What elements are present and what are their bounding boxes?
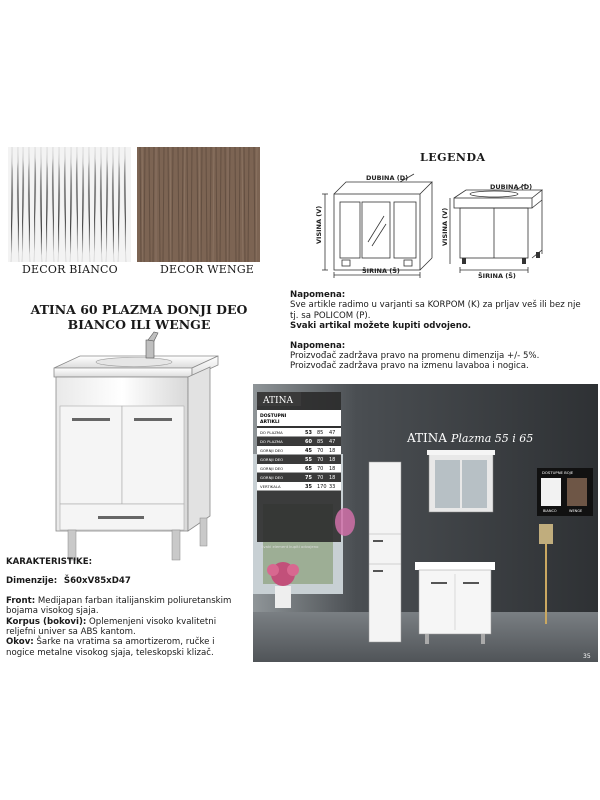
catalog-table-cell-name: GORNJI DEO: [260, 466, 284, 471]
catalog-table-cell-value: 70: [317, 466, 324, 472]
note-heading-2: Napomena:: [290, 340, 346, 351]
product-title: ATINA 60 PLAZMA DONJI DEO BIANCO ILI WENGE: [30, 302, 248, 332]
note-text-1: Sve artikle radimo u varjanti sa KORPOM (K) za prljav veš ili bez nje tj. sa POLICOM (P).: [290, 300, 581, 321]
note-text-1-bold: Svaki artikal možete kupiti odvojeno.: [290, 321, 472, 332]
catalog-title: ATINA: [407, 431, 447, 445]
legend-title: LEGENDA: [420, 151, 486, 164]
decor-wenge-label: DECOR WENGE: [160, 263, 255, 276]
catalog-table-cell-value: 33: [329, 484, 336, 490]
legend-vanity-diagram: [441, 180, 546, 280]
catalog-table-cell-value: 85: [317, 430, 324, 436]
specs-block: [6, 557, 238, 658]
catalog-table-cell-value: 75: [305, 475, 312, 481]
catalog-brand: ATINA: [263, 396, 293, 406]
catalog-table-cell-value: 18: [329, 448, 336, 454]
catalog-table-cell-name: DO PLAZMA: [260, 439, 283, 444]
specs-dimensions: Dimenzije: Š60xV85xD47: [6, 576, 131, 587]
catalog-table-cell-value: 85: [317, 439, 324, 445]
catalog-table-cell-name: GORNJI DEO: [260, 457, 284, 462]
vanity-product-image: [50, 330, 225, 570]
catalog-table: [257, 428, 341, 491]
catalog-table-cell-value: 70: [317, 457, 324, 463]
catalog-available-colors: DOSTUPNE BOJE: [542, 470, 574, 475]
catalog-table-cell-value: 47: [329, 439, 336, 445]
specs-front: Front: Medijapan farban italijanskim poliuretanskim bojama visokog sjaja.: [6, 595, 232, 617]
catalog-table-cell-name: GORNJI DEO: [260, 475, 284, 480]
catalog-footer-note: Svaki element kupiti odvojeno: [261, 544, 319, 549]
specs-heading: KARAKTERISTIKE:: [6, 557, 93, 567]
catalog-page-number: 35: [583, 653, 591, 660]
decor-wenge-swatch: [137, 147, 260, 262]
legend-width-label-1: ŠIRINA (Š): [362, 267, 400, 275]
specs-okov: Okov: Šarke na vratima sa amortizerom, ručke i nogice metalne visokog sjaja, teleskopski klizač.: [6, 637, 215, 658]
specs-korpus: Korpus (bokovi): Oplemenjeni visoko kvalitetni reljefni univer sa ABS kantom.: [6, 616, 217, 638]
legend-width-label-2: ŠIRINA (Š): [478, 272, 516, 280]
catalog-table-cell-value: 18: [329, 466, 336, 472]
catalog-table-cell-value: 47: [329, 430, 336, 436]
note-heading-1: Napomena:: [290, 290, 346, 300]
catalog-table-cell-value: 60: [305, 439, 312, 445]
catalog-table-cell-value: 53: [305, 430, 312, 436]
catalog-subtitle: Plazma 55 i 65: [451, 432, 534, 445]
catalog-table-cell-value: 45: [305, 448, 312, 454]
notes-block: [290, 290, 590, 372]
legend-height-label-2: VISINA (V): [441, 207, 449, 246]
catalog-photo: [253, 384, 598, 662]
catalog-table-cell-name: GORNJI DEO: [260, 448, 284, 453]
catalog-table-cell-value: 18: [329, 475, 336, 481]
catalog-table-header-2: ARTIKLI: [260, 420, 280, 425]
catalog-color-1: BIANCO: [543, 509, 557, 513]
catalog-table-cell-value: 70: [317, 475, 324, 481]
catalog-table-cell-value: 70: [317, 448, 324, 454]
decor-bianco-swatch: [8, 147, 131, 262]
catalog-table-cell-value: 35: [305, 484, 312, 490]
catalog-photo-scene: [253, 384, 598, 662]
legend-depth-label-2: DUBINA (D): [490, 183, 533, 191]
catalog-table-header-1: DOSTUPNI: [260, 414, 287, 419]
legend-height-label-1: VISINA (V): [315, 205, 323, 244]
legend-mirror-cabinet-diagram: [315, 172, 440, 280]
catalog-table-cell-value: 170: [317, 484, 327, 490]
catalog-color-2: WENGE: [569, 509, 583, 513]
catalog-table-cell-value: 55: [305, 457, 312, 463]
catalog-table-cell-value: 18: [329, 457, 336, 463]
catalog-table-cell-value: 65: [305, 466, 312, 472]
note-text-2a: Proizvođač zadržava pravo na promenu dimenzija +/- 5%.: [290, 351, 540, 362]
decor-bianco-label: DECOR BIANCO: [22, 263, 118, 276]
catalog-table-cell-name: VERTIKALA: [260, 484, 281, 489]
legend-depth-label-1: DUBINA (D): [366, 174, 409, 182]
note-text-2b: Proizvođač zadržava pravo na izmenu lavaboa i nogica.: [290, 361, 529, 372]
catalog-table-cell-name: DO PLAZMA: [260, 430, 283, 435]
